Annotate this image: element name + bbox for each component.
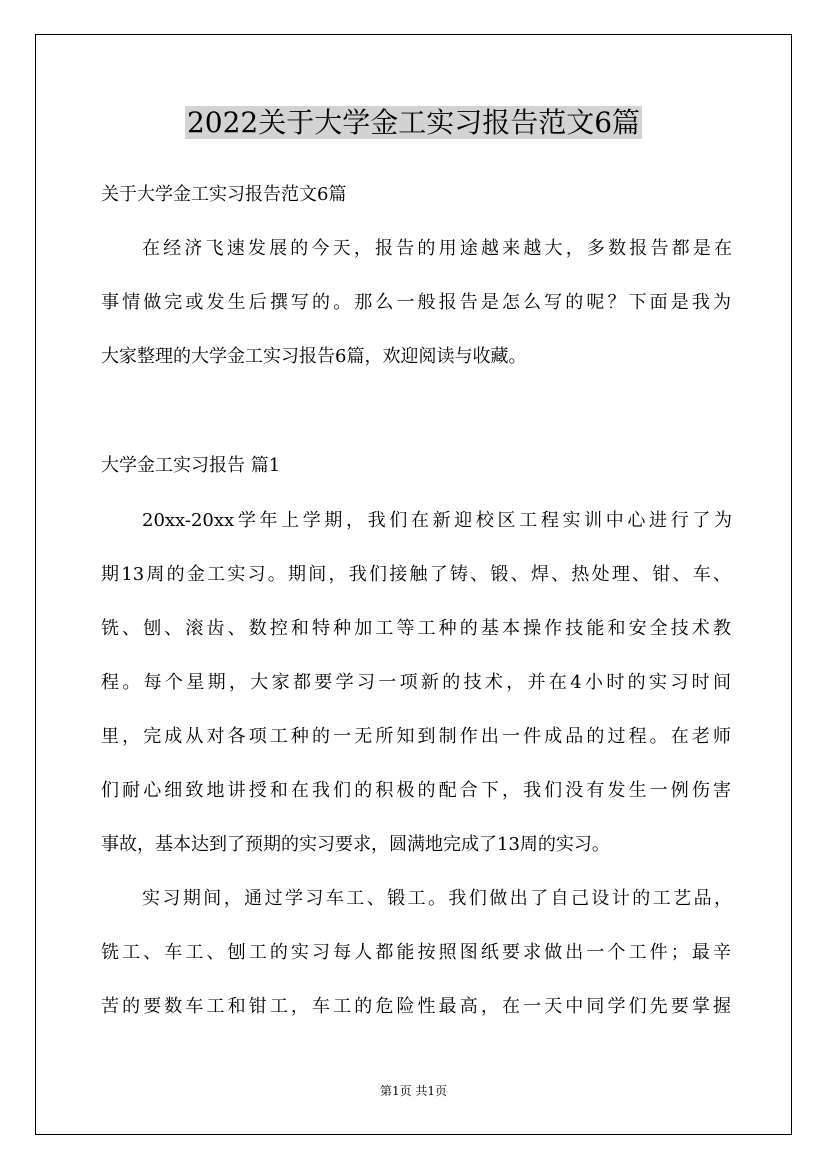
para1-line-1: 20xx-20xx学年上学期，我们在新迎校区工程实训中心进行了为 xyxy=(142,510,732,531)
intro-line-3: 大家整理的大学金工实习报告6篇，欢迎阅读与收藏。 xyxy=(101,346,527,367)
document-title: 2022关于大学金工实习报告范文6篇 xyxy=(186,106,641,139)
para1-line-5: 里，完成从对各项工种的一无所知到制作出一件成品的过程。在老师 xyxy=(101,726,731,747)
para1-line-6: 们耐心细致地讲授和在我们的积极的配合下，我们没有发生一例伤害 xyxy=(101,780,731,801)
intro-line-2: 事情做完或发生后撰写的。那么一般报告是怎么写的呢？下面是我为 xyxy=(101,292,731,313)
section-heading: 大学金工实习报告 篇1 xyxy=(101,455,281,476)
para2-line-1: 实习期间，通过学习车工、锻工。我们做出了自己设计的工艺品， xyxy=(142,888,732,909)
intro-line-1: 在经济飞速发展的今天，报告的用途越来越大，多数报告都是在 xyxy=(142,238,732,259)
page-footer: 第1页 共1页 xyxy=(379,1084,448,1098)
para1-line-3: 铣、刨、滚齿、数控和特种加工等工种的基本操作技能和安全技术教 xyxy=(101,618,731,639)
para1-line-7: 事故，基本达到了预期的实习要求，圆满地完成了13周的实习。 xyxy=(101,834,610,855)
para1-line-4: 程。每个星期，大家都要学习一项新的技术，并在4小时的实习时间 xyxy=(101,672,731,693)
para2-line-2: 铣工、车工、刨工的实习每人都能按照图纸要求做出一个工件；最辛 xyxy=(101,942,731,963)
para2-line-3: 苦的要数车工和钳工，车工的危险性最高，在一天中同学们先要掌握 xyxy=(101,996,731,1017)
para1-line-2: 期13周的金工实习。期间，我们接触了铸、锻、焊、热处理、钳、车、 xyxy=(101,564,731,585)
document-subtitle: 关于大学金工实习报告范文6篇 xyxy=(101,184,347,205)
